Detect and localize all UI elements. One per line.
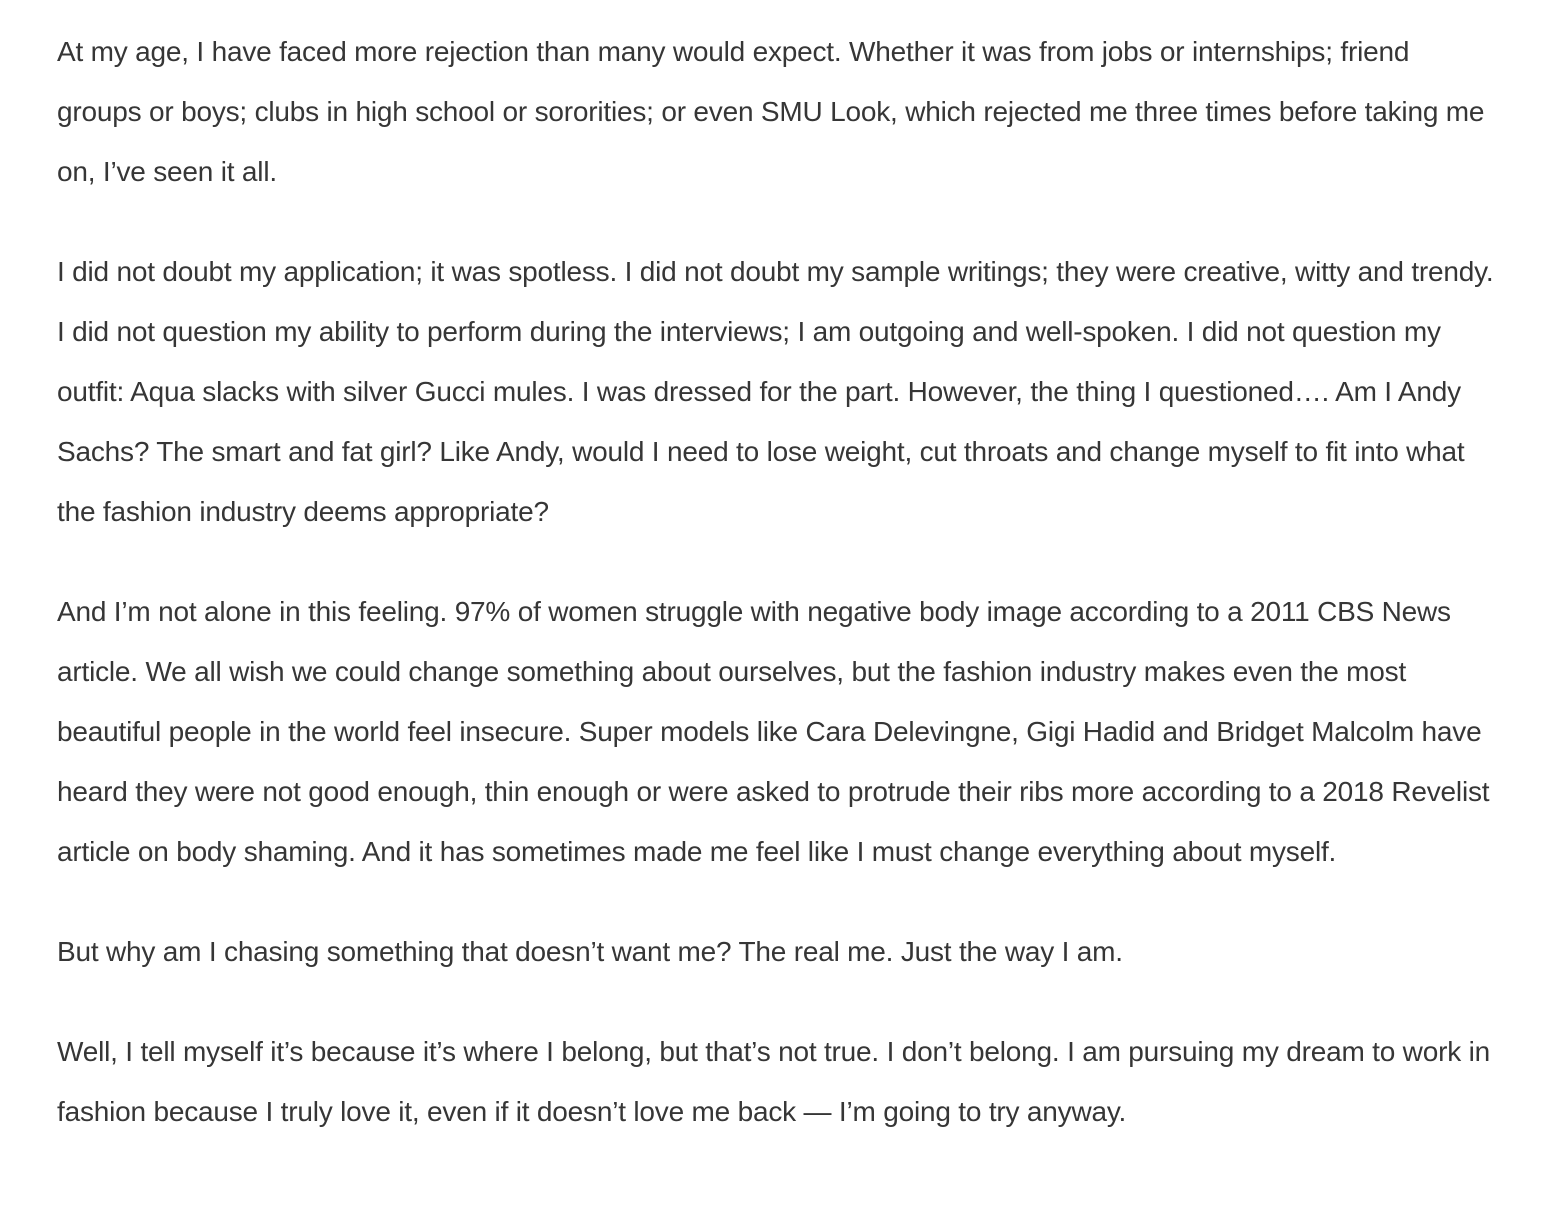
paragraph-rejection-intro: At my age, I have faced more rejection than many would expect. Whether it was from jobs or internships; friend groups or boys; clubs in high school or sororities; or even SMU Look, which rejected me three times before taking me on, I’ve seen it all. (57, 36, 1485, 187)
paragraph-chasing-question: But why am I chasing something that doesn’t want me? The real me. Just the way I am. (57, 936, 1123, 967)
paragraph-self-doubt: I did not doubt my application; it was spotless. I did not doubt my sample writings; they were creative, witty and trendy. I did not question my ability to perform during the interviews; I am outgoing and well-spoken. I did not question my outfit: Aqua slacks with silver Gucci mules. I was dressed for the part. However, the thing I questioned…. Am I Andy Sachs? The smart and fat girl? Like Andy, would I need to lose weight, cut throats and change myself to fit into what the fashion industry deems appropriate? (57, 256, 1494, 527)
paragraph-conclusion: Well, I tell myself it’s because it’s where I belong, but that’s not true. I don’t belong. I am pursuing my dream to work in fashion because I truly love it, even if it doesn’t love me back — I’m going to try anyway. (57, 1036, 1490, 1127)
paragraph-body-image-stats: And I’m not alone in this feeling. 97% of women struggle with negative body image according to a 2011 CBS News article. We all wish we could change something about ourselves, but the fashion industry makes even the most beautiful people in the world feel insecure. Super models like Cara Delevingne, Gigi Hadid and Bridget Malcolm have heard they were not good enough, thin enough or were asked to protrude their ribs more according to a 2018 Revelist article on body shaming. And it has sometimes made me feel like I must change everything about myself. (57, 596, 1490, 867)
